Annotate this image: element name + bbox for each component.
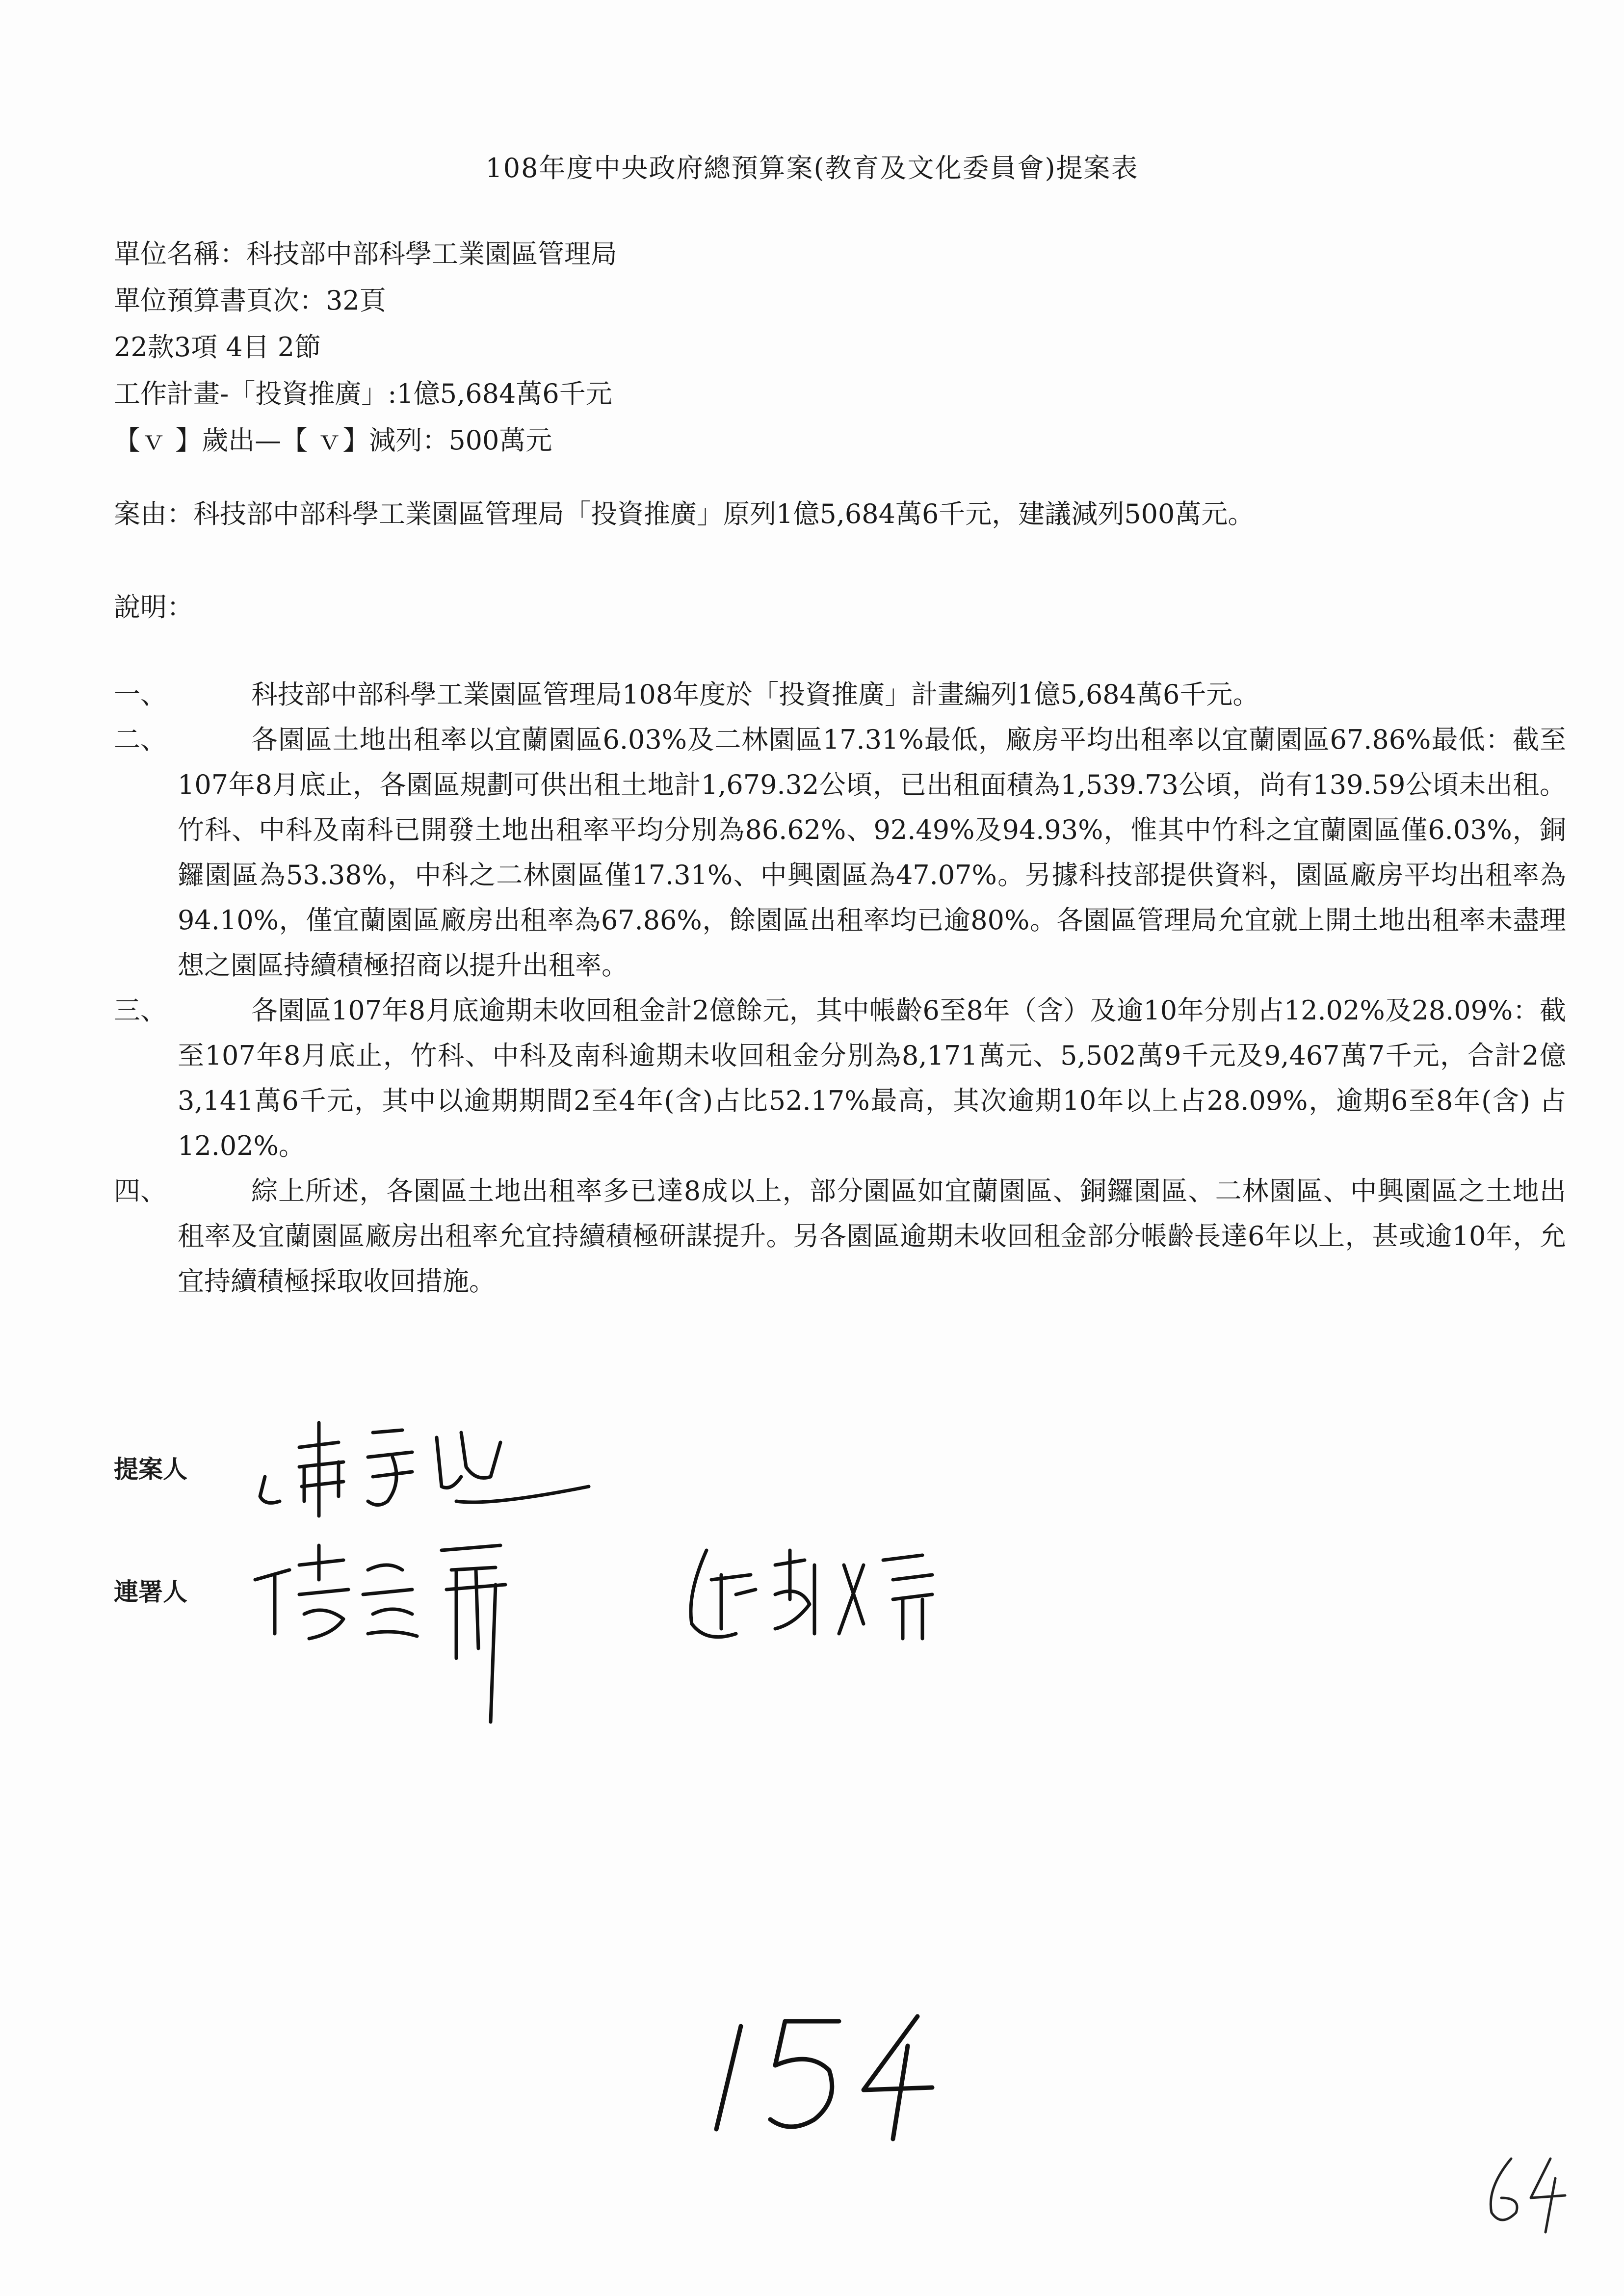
- unit-name: 單位名稱：科技部中部科學工業園區管理局: [114, 238, 617, 269]
- item-number: 一、: [114, 679, 167, 710]
- cosigner-signature-1: [245, 1531, 599, 1737]
- item-text: 綜上所述，各園區土地出租率多已達8成以上，部分園區如宜蘭園區、銅鑼園區、二林園區、中興園區之土地出租率及宜蘭園區廠房出租率允宜持續積極研謀提升。另各園區逾期未收回租金部分帳齡長達6年以上，甚或逾10年，允宜持續積極採取收回措施。: [178, 1175, 1566, 1297]
- item-number: 三、: [114, 995, 167, 1026]
- cosigner-signature-2: [677, 1536, 991, 1663]
- budget-page: 單位預算書頁次：32頁: [114, 285, 386, 316]
- explanation-item: [114, 1169, 1566, 1304]
- page-title: 108年度中央政府總預算案(教育及文化委員會)提案表: [485, 153, 1139, 183]
- case-reason: 案由：科技部中部科學工業園區管理局「投資推廣」原列1億5,684萬6千元，建議減列500萬元。: [114, 498, 1255, 529]
- budget-section: 22款3項 4目 2節: [114, 332, 321, 363]
- work-plan: 工作計畫-「投資推廣」:1億5,684萬6千元: [114, 378, 612, 409]
- explanation-item: [114, 672, 1566, 717]
- explanation-label: 說明：: [114, 592, 193, 623]
- item-text: 各園區107年8月底逾期未收回租金計2億餘元，其中帳齡6至8年（含）及逾10年分別占12.02%及28.09%：截至107年8月底止，竹科、中科及南科逾期未收回租金分別為8,171萬元、5,502萬9千元及9,467萬7千元，合計2億3,141萬6千元，其中以逾期期間2至4年(含)占比52.17%最高，其次逾期10年以上占28.09%，逾期6至8年(含) 占12.02%。: [178, 995, 1566, 1161]
- explanation-item: [114, 988, 1566, 1169]
- handwritten-64-drawing: [1477, 2149, 1575, 2237]
- proposer-label: 提案人: [114, 1455, 187, 1484]
- item-text: 科技部中部科學工業園區管理局108年度於「投資推廣」計畫編列1億5,684萬6千元。: [251, 679, 1259, 710]
- item-number: 二、: [114, 724, 167, 755]
- proposer-signature: [245, 1403, 618, 1531]
- explanation-item: [114, 717, 1566, 988]
- cosigner-label: 連署人: [114, 1578, 187, 1606]
- handwritten-corner-number: [1477, 2149, 1575, 2239]
- meta-block: [114, 231, 617, 464]
- handwritten-154-drawing: [697, 2002, 952, 2149]
- budget-action: 【ｖ 】歲出—【 ｖ】減列：500萬元: [114, 425, 552, 456]
- handwritten-page-number: [697, 2002, 952, 2151]
- item-number: 四、: [114, 1175, 167, 1206]
- explanation-list: [114, 672, 1566, 1304]
- item-text: 各園區土地出租率以宜蘭園區6.03%及二林園區17.31%最低，廠房平均出租率以宜蘭園區67.86%最低：截至107年8月底止，各園區規劃可供出租土地計1,679.32公頃，已出租面積為1,539.73公頃，尚有139.59公頃未出租。竹科、中科及南科已開發土地出租率平均分別為86.62%、92.49%及94.93%，惟其中竹科之宜蘭園區僅6.03%，銅鑼園區為53.38%，中科之二林園區僅17.31%、中興園區為47.07%。另據科技部提供資料，園區廠房平均出租率為94.10%，僅宜蘭園區廠房出租率為67.86%，餘園區出租率均已逾80%。各園區管理局允宜就上開土地出租率未盡理想之園區持續積極招商以提升出租率。: [178, 724, 1566, 981]
